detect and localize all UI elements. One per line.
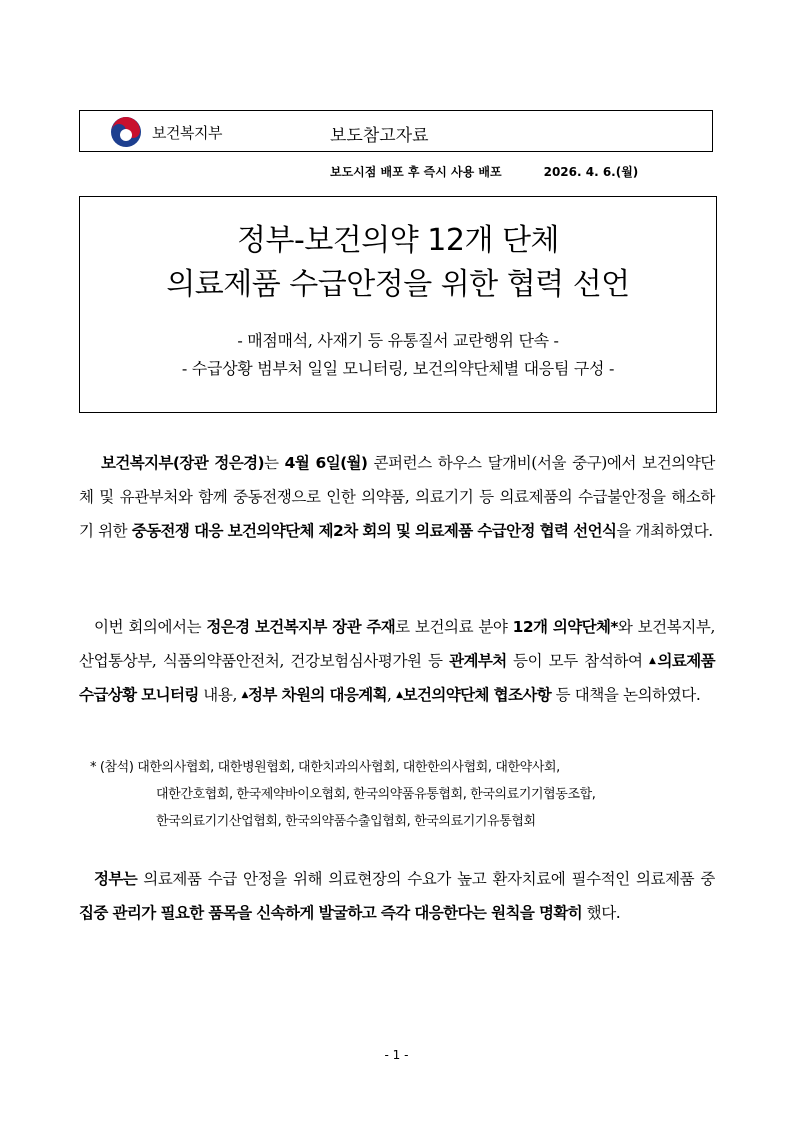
body-text: 와 보건복지부, 산업통상부, 식품의약품안전처, 건강보험심사평가원 등 xyxy=(79,618,715,670)
bold-text: 4월 6일(월) xyxy=(284,454,368,472)
ministry-name: 보건복지부 xyxy=(152,124,222,142)
note-line-1: * (참석) 대한의사협회, 대한병원협회, 대한치과의사협회, 대한한의사협회, 대한약사회, xyxy=(90,760,560,775)
body-text: 했다. xyxy=(582,904,621,922)
document-type: 보도참고자료 xyxy=(330,126,429,146)
paragraph-1 xyxy=(79,446,715,548)
taegeuk-logo-icon xyxy=(110,116,142,148)
body-text: 의료제품 수급 안정을 위해 의료현장의 수요가 높고 환자치료에 필수적인 의료제품 중 xyxy=(137,870,715,888)
note-line-3: 한국의료기기산업협회, 한국의약품수출입협회, 한국의료기기유통협회 xyxy=(156,814,536,829)
note-line-2: 대한간호협회, 한국제약바이오협회, 한국의약품유통협회, 한국의료기기협동조합, xyxy=(156,787,596,802)
body-text: 이번 회의에서는 xyxy=(94,618,207,636)
subtitle-line-1: - 매점매석, 사재기 등 유통질서 교란행위 단속 - xyxy=(237,331,559,350)
bold-text: 정부는 xyxy=(94,870,138,888)
bold-text: 보건의약단체 협조사항 xyxy=(402,686,552,704)
bold-text: 집중 관리가 필요한 품목을 신속하게 발굴하고 즉각 대응한다는 원칙을 명확히 xyxy=(79,904,583,922)
body-text: 을 개최하였다. xyxy=(616,522,713,540)
body-text: 는 xyxy=(264,454,285,472)
attendee-note xyxy=(90,754,720,835)
bold-text: 의료제품 수급상황 모니터링 xyxy=(79,652,715,704)
bold-text: 관계부처 xyxy=(449,652,507,670)
body-text: 등이 모두 참석하여 xyxy=(506,652,650,670)
title-box xyxy=(79,196,717,413)
release-note: 보도시점 배포 후 즉시 사용 배포 xyxy=(330,165,502,179)
paragraph-2 xyxy=(79,610,715,712)
title-line-1: 정부-보건의약 12개 단체 xyxy=(237,223,559,258)
bold-text: 정은경 보건복지부 장관 주재 xyxy=(206,618,396,636)
body-text: 등 대책을 논의하였다. xyxy=(551,686,701,704)
bold-text: 12개 의약단체* xyxy=(512,618,618,636)
triangle-bullet-icon: ▲ xyxy=(396,690,403,700)
body-text: 내용, xyxy=(198,686,242,704)
body-text: 콘퍼런스 하우스 달개비(서울 중구)에서 보건의약단체 및 유관부처와 함께 중동전쟁으로 인한 의약품, 의료기기 등 의료제품의 수급불안정을 해소하기 위한 xyxy=(79,454,715,540)
subtitle xyxy=(80,327,716,383)
bold-text: 정부 차원의 대응계획 xyxy=(248,686,387,704)
title-line-2: 의료제품 수급안정을 위한 협력 선언 xyxy=(166,267,630,302)
page-number: - 1 - xyxy=(384,1048,409,1062)
triangle-bullet-icon: ▲ xyxy=(649,656,658,666)
body-text: , xyxy=(387,686,397,704)
triangle-bullet-icon: ▲ xyxy=(241,690,249,700)
bold-text: 보건복지부(장관 정은경) xyxy=(101,454,265,472)
body-text: 로 보건의료 분야 xyxy=(395,618,513,636)
header-box xyxy=(79,110,713,152)
release-info xyxy=(330,163,638,180)
release-date: 2026. 4. 6.(월) xyxy=(543,165,639,179)
subtitle-line-2: - 수급상황 범부처 일일 모니터링, 보건의약단체별 대응팀 구성 - xyxy=(181,359,615,378)
page-title xyxy=(80,197,716,307)
paragraph-3 xyxy=(79,862,715,930)
bold-text: 중동전쟁 대응 보건의약단체 제2차 회의 및 의료제품 수급안정 협력 선언식 xyxy=(131,522,617,540)
